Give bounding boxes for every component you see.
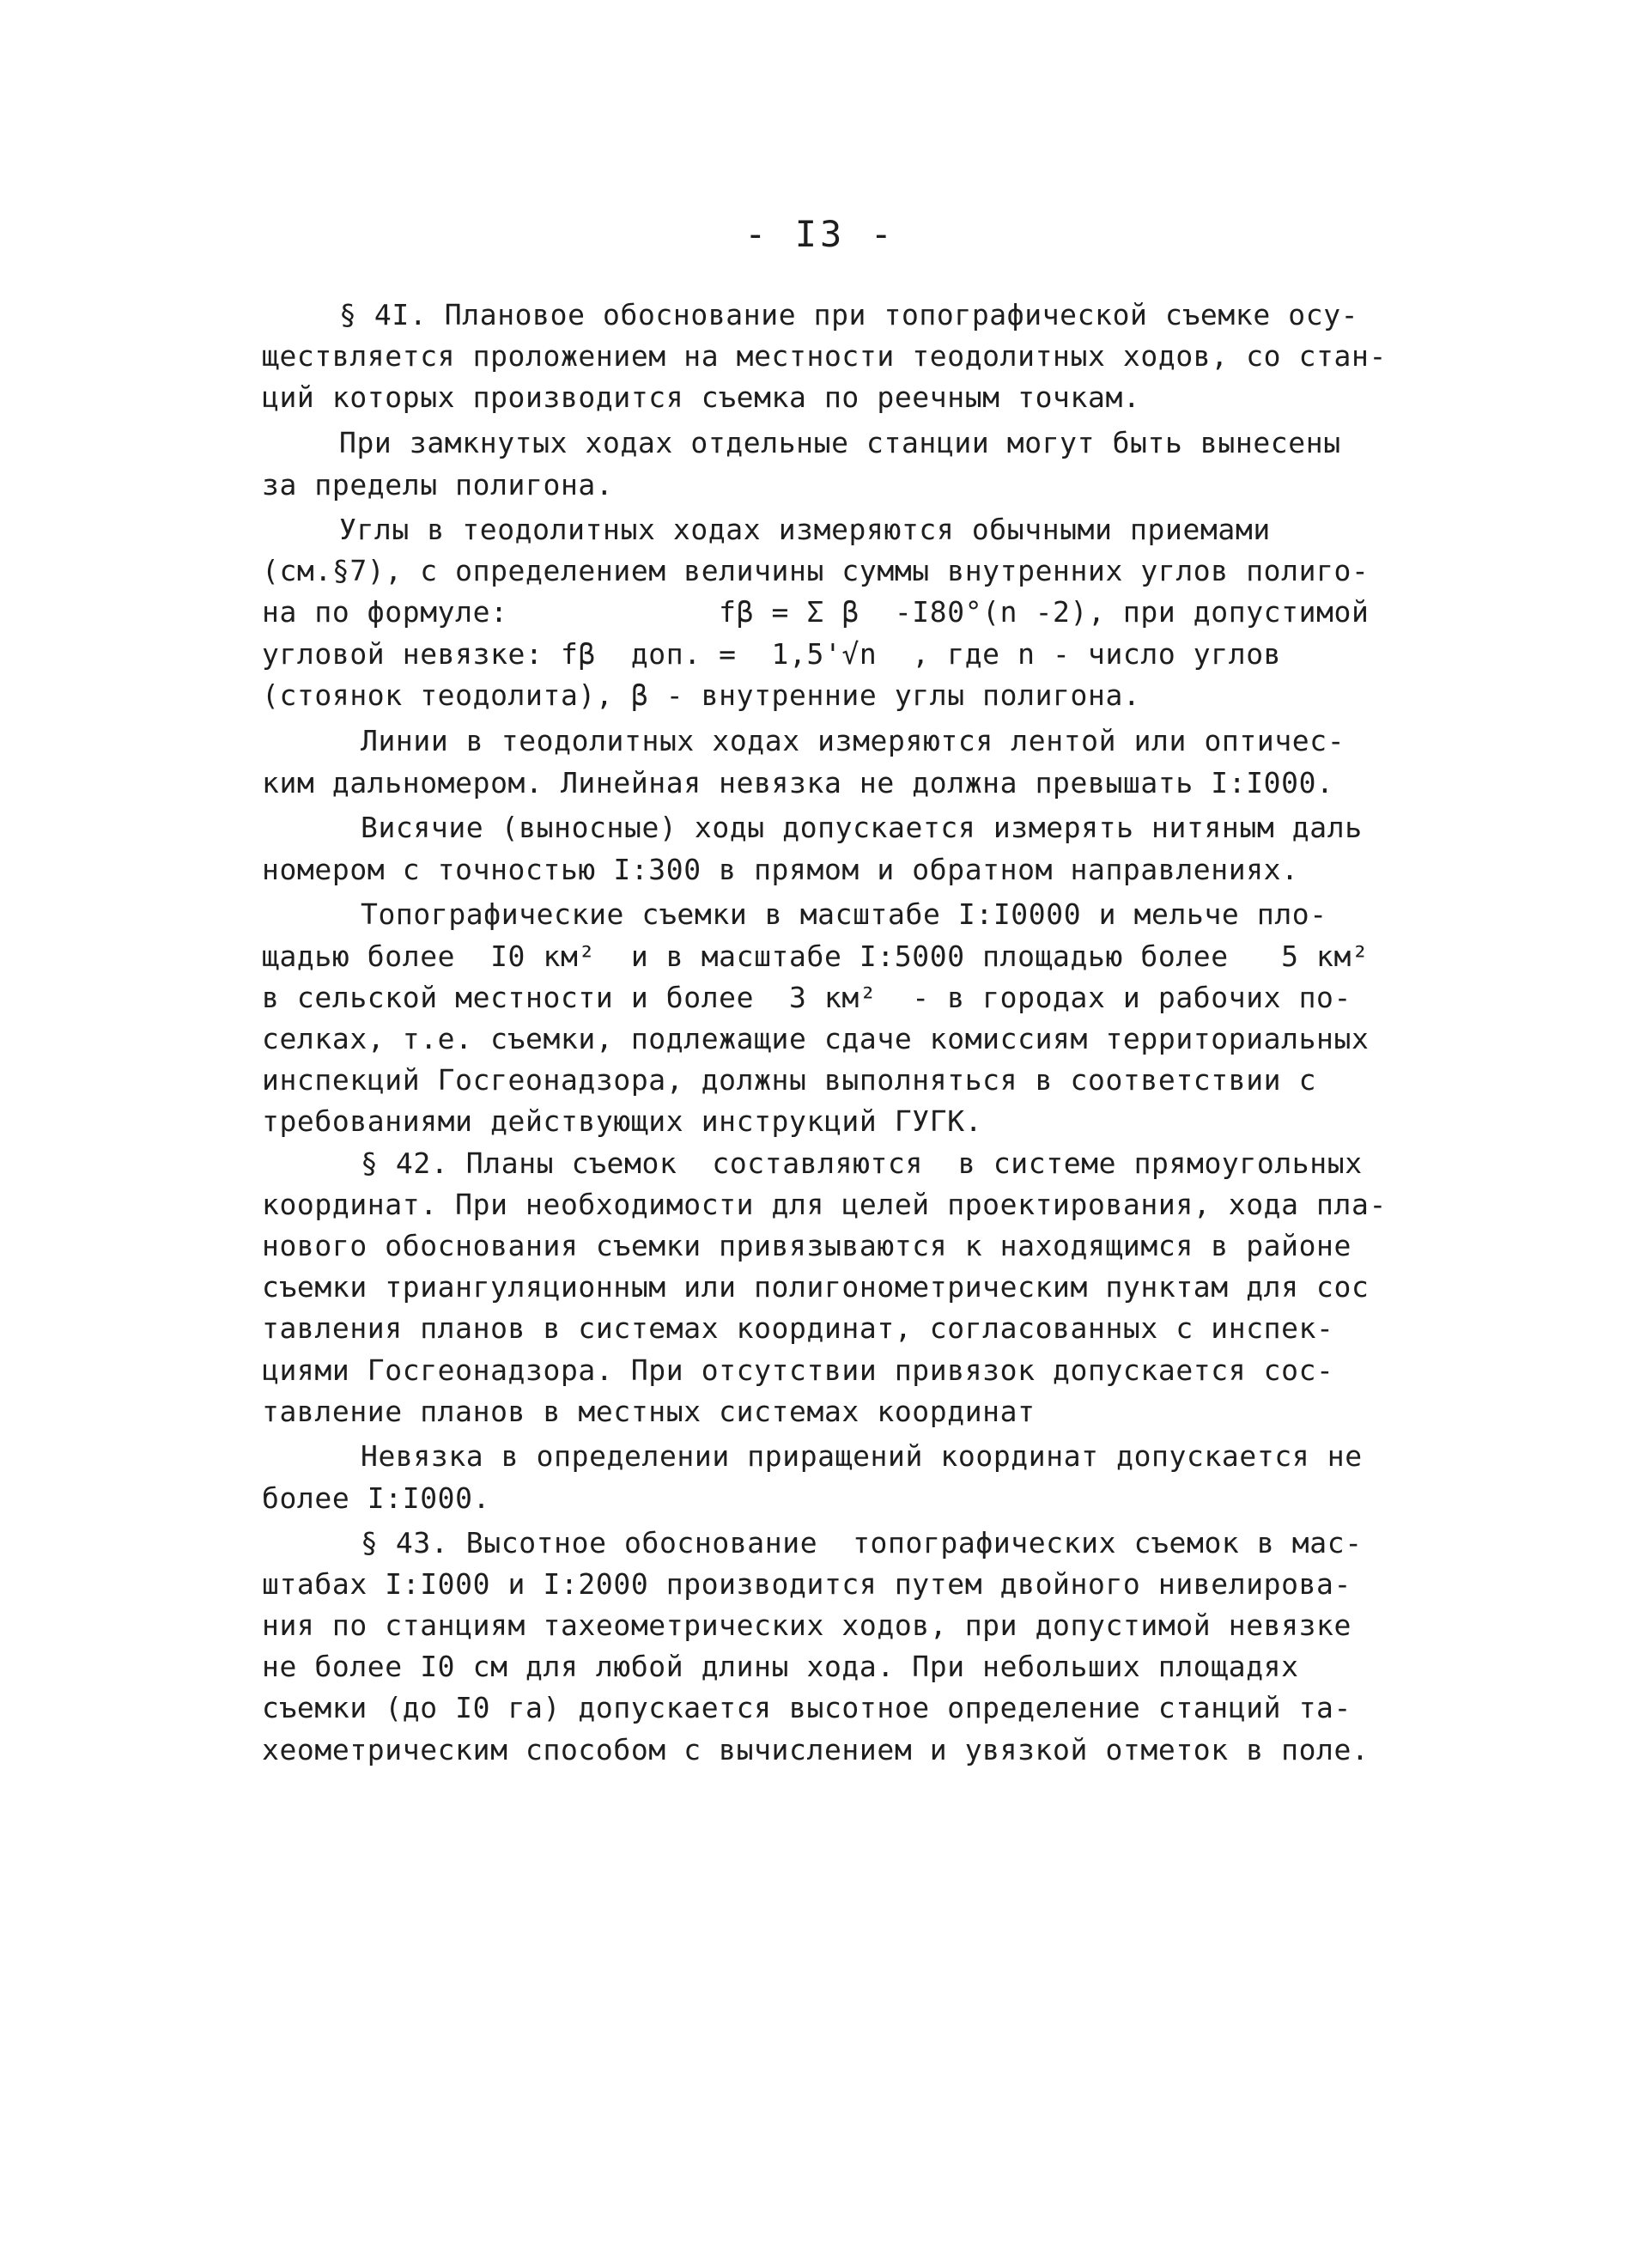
- text-line: требованиями действующих инструкций ГУГК.: [262, 1104, 983, 1138]
- text-line: (см.§7), с определением величины суммы внутренних углов полиго-: [262, 554, 1370, 587]
- text-line: не более I0 см для любой длины хода. При небольших площадях: [262, 1650, 1299, 1683]
- text-line: номером с точностью I:300 в прямом и обратном направлениях.: [262, 853, 1299, 886]
- formula-line: угловой невязке: fβ доп. = 1,5'√n , где n - число углов: [262, 637, 1282, 671]
- text-line: Топографические съемки в масштабе I:I0000 и мельче пло-: [361, 897, 1327, 931]
- text-line: ния по станциям тахеометрических ходов, при допустимой невязке: [262, 1608, 1351, 1642]
- text-line: за пределы полигона.: [262, 468, 614, 502]
- text-line: Висячие (выносные) ходы допускается измерять нитяным даль: [361, 811, 1363, 844]
- text-line: ким дальномером. Линейная невязка не должна превышать I:I000.: [262, 766, 1334, 800]
- text-line: ществляется проложением на местности теодолитных ходов, со стан-: [262, 339, 1387, 373]
- text-line: тавление планов в местных системах координат: [262, 1395, 1036, 1428]
- text-line: § 43. Высотное обоснование топографических съемок в мас-: [361, 1526, 1363, 1560]
- text-line: Невязка в определении приращений координат допускается не: [361, 1439, 1363, 1473]
- text-line: § 4I. Плановое обоснование при топографической съемке осу-: [339, 298, 1359, 331]
- text-line: циями Госгеонадзора. При отсутствии привязок допускается сос-: [262, 1353, 1334, 1387]
- text-line: координат. При необходимости для целей проектирования, хода пла-: [262, 1188, 1387, 1221]
- text-line: хеометрическим способом с вычислением и увязкой отметок в поле.: [262, 1733, 1370, 1766]
- text-line: съемки триангуляционным или полигонометрическим пунктам для сос: [262, 1270, 1370, 1304]
- text-line: в сельской местности и более 3 км² - в городах и рабочих по-: [262, 981, 1351, 1014]
- text-line: штабах I:I000 и I:2000 производится путем двойного нивелирова-: [262, 1567, 1351, 1601]
- text-line: тавления планов в системах координат, согласованных с инспек-: [262, 1311, 1334, 1345]
- text-line: селках, т.е. съемки, подлежащие сдаче комиссиям территориальных: [262, 1022, 1370, 1055]
- text-line: Углы в теодолитных ходах измеряются обычными приемами: [339, 513, 1271, 546]
- text-line: съемки (до I0 га) допускается высотное определение станций та-: [262, 1691, 1351, 1724]
- text-line: более I:I000.: [262, 1481, 491, 1515]
- text-line: ций которых производится съемка по реечным точкам.: [262, 380, 1141, 414]
- text-line: Линии в теодолитных ходах измеряются лентой или оптичес-: [361, 724, 1345, 757]
- text-line: При замкнутых ходах отдельные станции могут быть вынесены: [339, 426, 1341, 459]
- text-line: нового обоснования съемки привязываются к находящимся в районе: [262, 1229, 1351, 1262]
- text-line: § 42. Планы съемок составляются в системе прямоугольных: [361, 1146, 1363, 1180]
- text-line: щадью более I0 км² и в масштабе I:5000 площадью более 5 км²: [262, 939, 1370, 973]
- formula-line: на по формуле: fβ = Σ β -I80°(n -2), при допустимой: [262, 595, 1370, 629]
- text-line: (стоянок теодолита), β - внутренние углы полигона.: [262, 678, 1141, 712]
- page-number: - I3 -: [744, 213, 896, 255]
- text-line: инспекций Госгеонадзора, должны выполняться в соответствии с: [262, 1063, 1317, 1097]
